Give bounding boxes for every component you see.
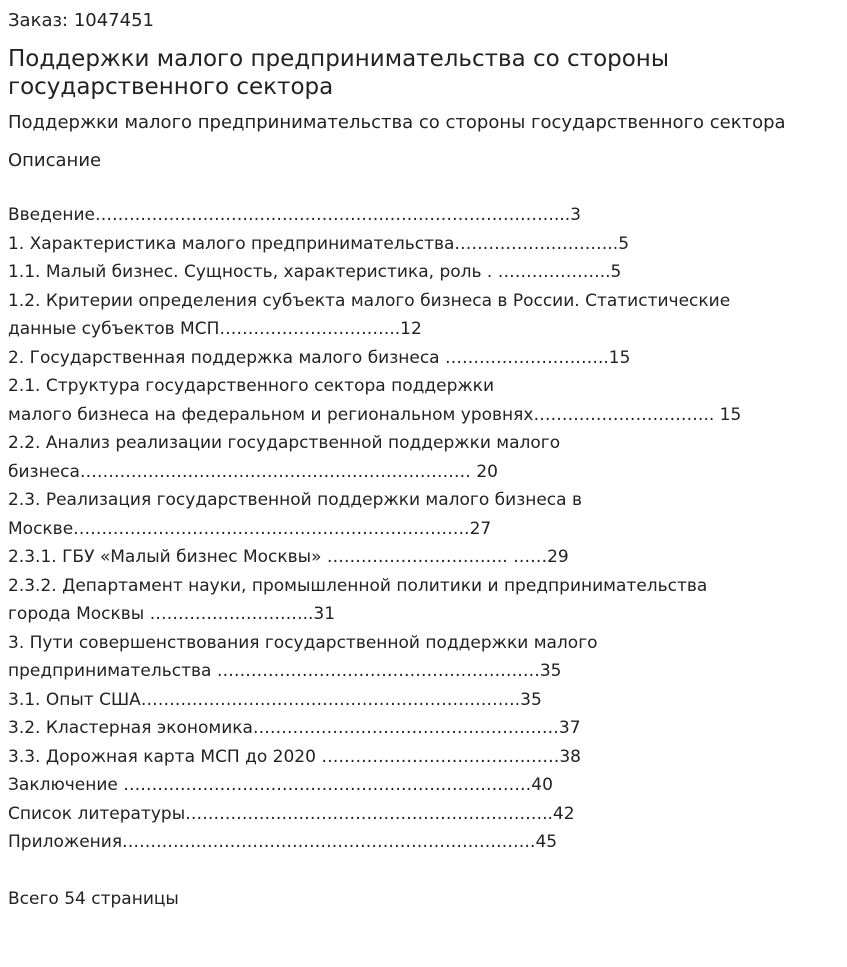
toc-line: 1.2. Критерии определения субъекта малого бизнеса в России. Статистические xyxy=(8,290,731,311)
toc-line: предпринимательства …………………………………………………35 xyxy=(8,661,562,681)
toc-line: 3.2. Кластерная экономика………………………………………………37 xyxy=(8,718,581,738)
toc-line: 1.1. Малый бизнес. Сущность, характеристика, роль . ………………..5 xyxy=(8,262,622,282)
toc-line: Приложения……………………………………………………………….45 xyxy=(8,832,558,852)
toc-line: малого бизнеса на федеральном и региональном уровнях………………………….. 15 xyxy=(8,404,742,425)
toc-line: 2.3.2. Департамент науки, промышленной политики и предпринимательства xyxy=(8,575,708,596)
table-of-contents xyxy=(8,201,839,857)
page-count: Всего 54 страницы xyxy=(8,889,179,909)
page-subtitle: Поддержки малого предпринимательства со стороны государственного сектора xyxy=(8,112,786,133)
description-heading: Описание xyxy=(8,150,102,171)
toc-line: Москве…………………………………………………………….27 xyxy=(8,518,492,539)
toc-line: 2.1. Структура государственного сектора поддержки xyxy=(8,376,495,396)
toc-line: 3.3. Дорожная карта МСП до 2020 ……………………………………38 xyxy=(8,746,581,767)
toc-line: 2.2. Анализ реализации государственной поддержки малого xyxy=(8,433,561,453)
page-title: Поддержки малого предпринимательства со стороны государственного сектора xyxy=(8,46,670,100)
toc-line: города Москвы ………………………..31 xyxy=(8,604,336,624)
toc-line: Список литературы………………………………………………………..42 xyxy=(8,803,575,824)
toc-line: Заключение ………………………………………………………………40 xyxy=(8,775,553,795)
toc-line: 2.3. Реализация государственной поддержки малого бизнеса в xyxy=(8,490,582,510)
blank-line xyxy=(8,857,839,886)
toc-line: 2.3.1. ГБУ «Малый бизнес Москвы» ………………………….. ……29 xyxy=(8,547,569,567)
toc-line: 3. Пути совершенствования государственной поддержки малого xyxy=(8,632,598,653)
toc-line: 2. Государственная поддержка малого бизнеса ………………………..15 xyxy=(8,347,631,368)
toc-line: 3.1. Опыт США………………………………………………………….35 xyxy=(8,689,542,710)
toc-line: бизнеса…………………………………………………………… 20 xyxy=(8,461,498,482)
order-number: Заказ: 1047451 xyxy=(8,10,154,31)
toc-line: Введение………………………………………………………………………...3 xyxy=(8,205,582,225)
toc-line: 1. Характеристика малого предпринимательства………………………..5 xyxy=(8,233,630,254)
toc-line: данные субъектов МСП…………………………..12 xyxy=(8,319,422,339)
